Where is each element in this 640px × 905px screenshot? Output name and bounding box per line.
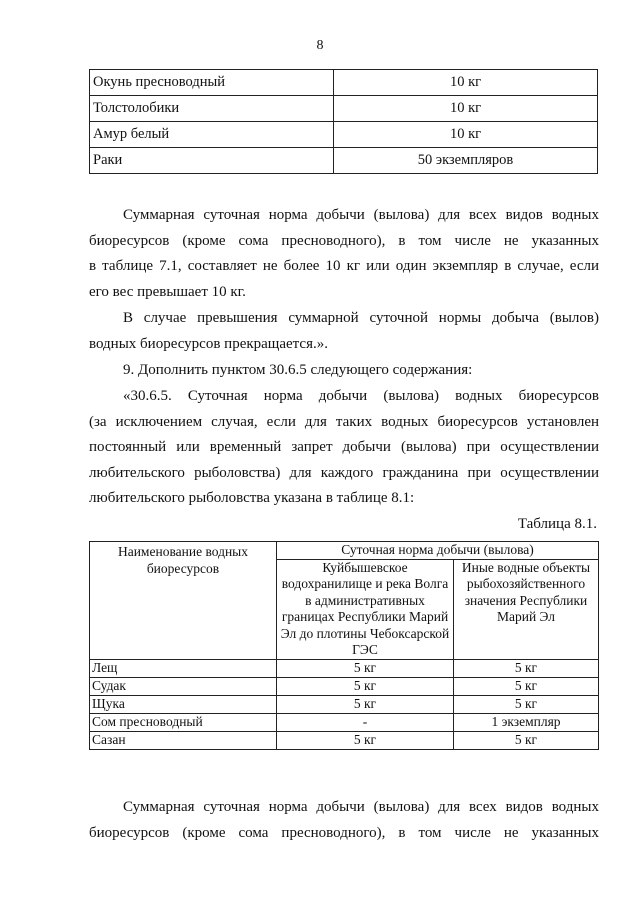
column-header-kuibyshev: Куйбышевское водохранилище и река Волга в административных границах Республики Марий Эл до плотины Чебоксарской ГЭС — [277, 559, 454, 659]
species-cell: Окунь пресноводный — [90, 70, 334, 96]
table-row — [90, 695, 599, 713]
norm-cell: 5 кг — [277, 731, 454, 749]
text-line: (за исключением случая, если для таких водных биоресурсов установлен — [89, 413, 599, 430]
paragraph-exceeding — [89, 306, 599, 357]
paragraph-amendment — [89, 358, 599, 384]
norm-cell: 50 экземпляров — [334, 148, 598, 174]
text-line: биоресурсов (кроме сома пресноводного), в том числе не указанных — [89, 232, 599, 249]
species-cell: Щука — [90, 695, 277, 713]
species-cell: Сазан — [90, 731, 277, 749]
norm-cell: 10 кг — [334, 96, 598, 122]
species-cell: Амур белый — [90, 122, 334, 148]
column-header-other-waters: Иные водные объекты рыбохозяйственного значения Республики Марий Эл — [454, 559, 599, 659]
norm-cell: - — [277, 713, 454, 731]
text-line: в таблице 7.1, составляет не более 10 кг или один экземпляр в случае, если — [89, 258, 599, 274]
text-line: его вес превышает 10 кг. — [89, 283, 246, 300]
norm-table-continuation — [89, 69, 598, 174]
norm-cell: 5 кг — [277, 677, 454, 695]
text-line: Суммарная суточная норма добычи (вылова) для всех видов водных — [123, 799, 599, 815]
species-cell: Раки — [90, 148, 334, 174]
norm-cell: 5 кг — [454, 695, 599, 713]
table-row — [90, 659, 599, 677]
table-row — [90, 713, 599, 731]
text-line: биоресурсов (кроме сома пресноводного), в том числе не указанных — [89, 824, 599, 841]
text-line: В случае превышения суммарной суточной нормы добыча (вылов) — [123, 310, 599, 326]
text-line: постоянный или временный запрет добычи (вылова) при осуществлении — [89, 439, 599, 455]
norm-cell: 5 кг — [277, 695, 454, 713]
norm-cell: 5 кг — [277, 659, 454, 677]
column-header-daily-norm: Суточная норма добычи (вылова) — [277, 542, 599, 560]
table-row — [90, 96, 598, 122]
paragraph-30-6-5 — [89, 384, 599, 512]
text-line: любительского рыболовства указана в таблице 8.1: — [89, 490, 415, 506]
text-line: 9. Дополнить пунктом 30.6.5 следующего содержания: — [123, 362, 473, 378]
table-row — [90, 148, 598, 174]
species-cell: Сом пресноводный — [90, 713, 277, 731]
species-cell: Судак — [90, 677, 277, 695]
table-caption: Таблица 8.1. — [517, 516, 597, 532]
text-line: водных биоресурсов прекращается.». — [89, 335, 328, 352]
table-row — [90, 677, 599, 695]
norm-cell: 5 кг — [454, 731, 599, 749]
norm-cell: 5 кг — [454, 677, 599, 695]
daily-norm-table — [89, 541, 599, 750]
species-cell: Лещ — [90, 659, 277, 677]
table-row — [90, 731, 599, 749]
norm-cell: 10 кг — [334, 70, 598, 96]
norm-cell: 5 кг — [454, 659, 599, 677]
species-cell: Толстолобики — [90, 96, 334, 122]
column-header-species: Наименование водных биоресурсов — [90, 542, 277, 660]
text-line: Суммарная суточная норма добычи (вылова) для всех видов водных — [123, 207, 599, 223]
page-number: 8 — [316, 38, 324, 53]
table-header-row — [90, 542, 599, 560]
norm-cell: 1 экземпляр — [454, 713, 599, 731]
norm-cell: 10 кг — [334, 122, 598, 148]
paragraph-total-norm — [89, 203, 599, 305]
table-row — [90, 70, 598, 96]
paragraph-total-norm-continued — [89, 795, 599, 846]
text-line: «30.6.5. Суточная норма добычи (вылова) водных биоресурсов — [123, 388, 599, 404]
table-row — [90, 122, 598, 148]
text-line: любительского рыболовства) для каждого гражданина при осуществлении — [89, 464, 599, 481]
